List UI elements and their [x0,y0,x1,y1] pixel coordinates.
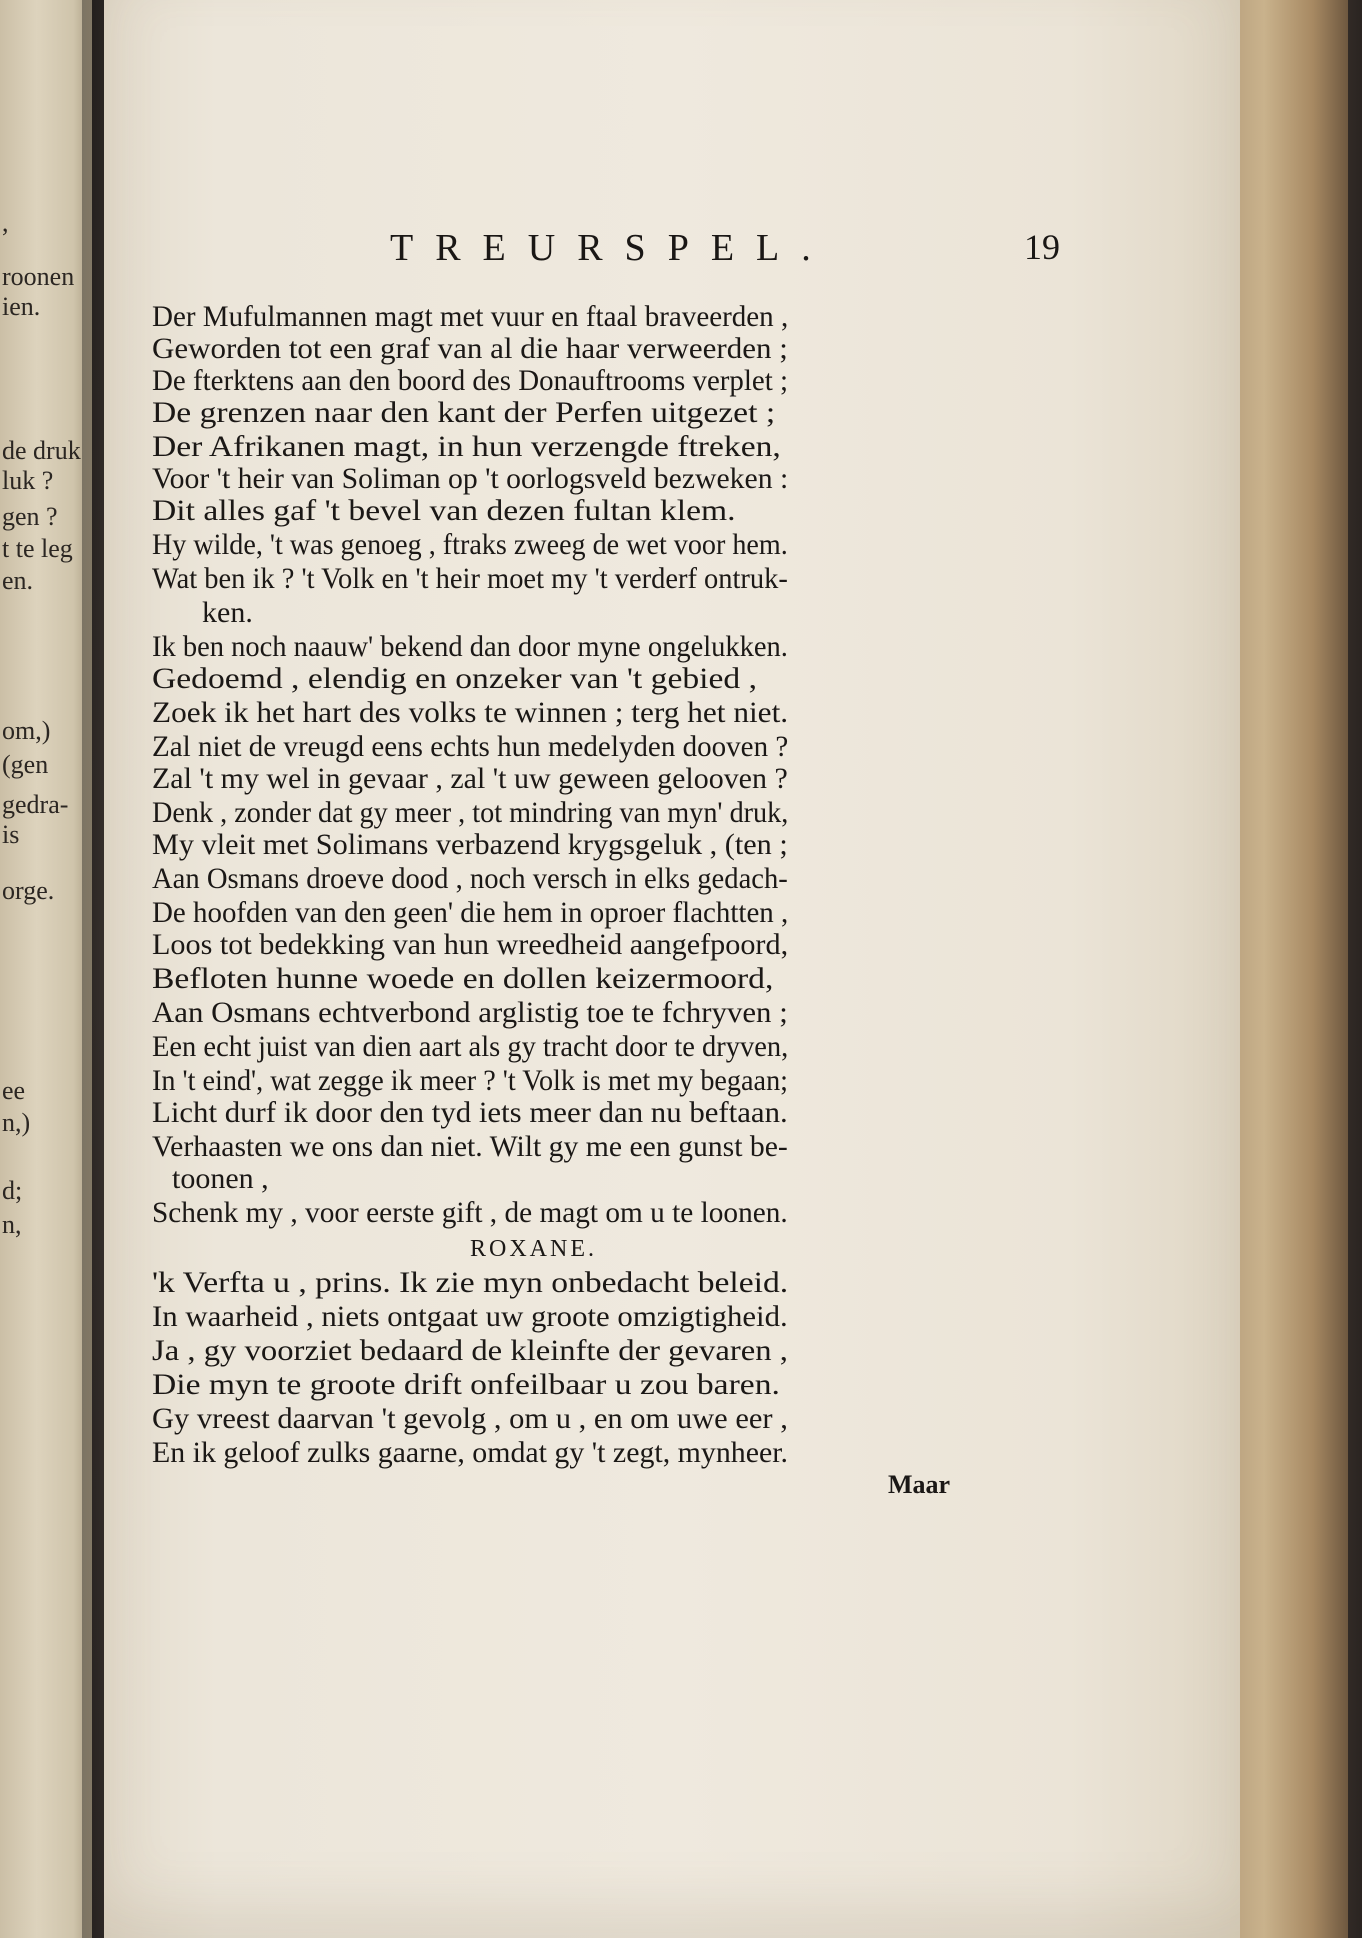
verse-line: Schenk my , voor eerste gift , de magt om u te loonen. [152,1196,788,1229]
previous-page-fragment: d; [2,1176,23,1205]
verse-line: Licht durf ik door den tyd iets meer dan nu beftaan. [152,1096,788,1129]
verse-line: Gy vreest daarvan 't gevolg , om u , en om uwe eer , [152,1402,788,1435]
verse-line: Loos tot bedekking van hun wreedheid aangefpoord, [152,928,789,961]
speaker-name: ROXANE. [470,1236,597,1262]
verse-line: Ik ben noch naauw' bekend dan door myne ongelukken. [152,630,788,663]
previous-page-fragment: en. [2,566,34,595]
verse-line: Hy wilde, 't was genoeg , ftraks zweeg de wet voor hem. [152,528,788,561]
previous-page-fragment: de druk [2,436,81,465]
verse-line: Die myn te groote drift onfeilbaar u zou baren. [152,1368,780,1401]
previous-page-fragment: n, [2,1210,22,1239]
previous-page-edge [0,0,92,1938]
verse-line: En ik geloof zulks gaarne, omdat gy 't zegt, mynheer. [152,1436,789,1469]
book-page [104,0,1240,1938]
previous-page-fragment: om,) [2,716,51,745]
previous-page-fragment: roonen [2,262,75,291]
previous-page-fragment: n,) [2,1108,31,1137]
verse-line: Zal niet de vreugd eens echts hun medelyden dooven ? [152,730,789,763]
page-number: 19 [1024,227,1060,267]
verse-line: My vleit met Solimans verbazend krygsgeluk , (ten ; [152,828,788,861]
verse-line: Ja , gy voorziet bedaard de kleinfte der gevaren , [152,1334,788,1367]
verse-line: Zal 't my wel in gevaar , zal 't uw geween gelooven ? [152,762,788,795]
verse-line: Dit alles gaf 't bevel van dezen fultan klem. [152,494,736,527]
previous-page-fragment: ee [2,1076,26,1105]
verse-line: Aan Osmans echtverbond arglistig toe te fchryven ; [152,996,788,1029]
verse-line: Een echt juist van dien aart als gy tracht door te dryven, [152,1030,789,1063]
previous-page-fragment: is [2,820,20,849]
verse-line: ken. [202,596,253,629]
verse-line: De hoofden van den geen' die hem in oproer flachtten , [152,896,789,929]
verse-line: Verhaasten we ons dan niet. Wilt gy me een gunst be- [152,1130,788,1163]
previous-page-fragment: gedra- [2,790,69,819]
verse-line: Denk , zonder dat gy meer , tot mindring van myn' druk, [152,796,789,829]
page-stack-edge [1228,0,1348,1938]
previous-page-fragment: t te leg [2,534,73,563]
running-head-title: TREURSPEL. [390,227,833,269]
verse-line: Aan Osmans droeve dood , noch versch in elks gedach- [152,862,788,895]
verse-line: Zoek ik het hart des volks te winnen ; terg het niet. [152,696,789,729]
verse-line: 'k Verfta u , prins. Ik zie myn onbedacht beleid. [152,1266,789,1299]
verse-line: Voor 't heir van Soliman op 't oorlogsveld bezweken : [152,462,789,495]
verse-line: In 't eind', wat zegge ik meer ? 't Volk is met my begaan; [152,1064,789,1097]
verse-line: Gedoemd , elendig en onzeker van 't gebied , [152,662,758,695]
previous-page-fragment: gen ? [2,502,58,531]
verse-line: Der Afrikanen magt, in hun verzengde ftreken, [152,430,781,463]
verse-line: In waarheid , niets ontgaat uw groote omzigtigheid. [152,1300,788,1333]
previous-page-fragment: luk ? [2,466,54,495]
previous-page-fragment: ien. [2,292,41,321]
previous-page-fragment: , [2,208,9,237]
verse-line: De fterktens aan den boord des Donauftrooms verplet ; [152,364,789,397]
verse-line: Geworden tot een graf van al die haar verweerden ; [152,332,788,365]
previous-page-fragment: orge. [2,876,55,905]
verse-line: toonen , [172,1162,269,1195]
text-block [104,0,1240,1938]
verse-line: De grenzen naar den kant der Perfen uitgezet ; [152,396,776,429]
catchword: Maar [888,1470,951,1499]
previous-page-fragment: (gen [2,750,49,779]
verse-line: Befloten hunne woede en dollen keizermoord, [152,962,774,995]
verse-line: Der Mufulmannen magt met vuur en ftaal braveerden , [152,300,789,333]
verse-line: Wat ben ik ? 't Volk en 't heir moet my 't verderf ontruk- [152,562,788,595]
